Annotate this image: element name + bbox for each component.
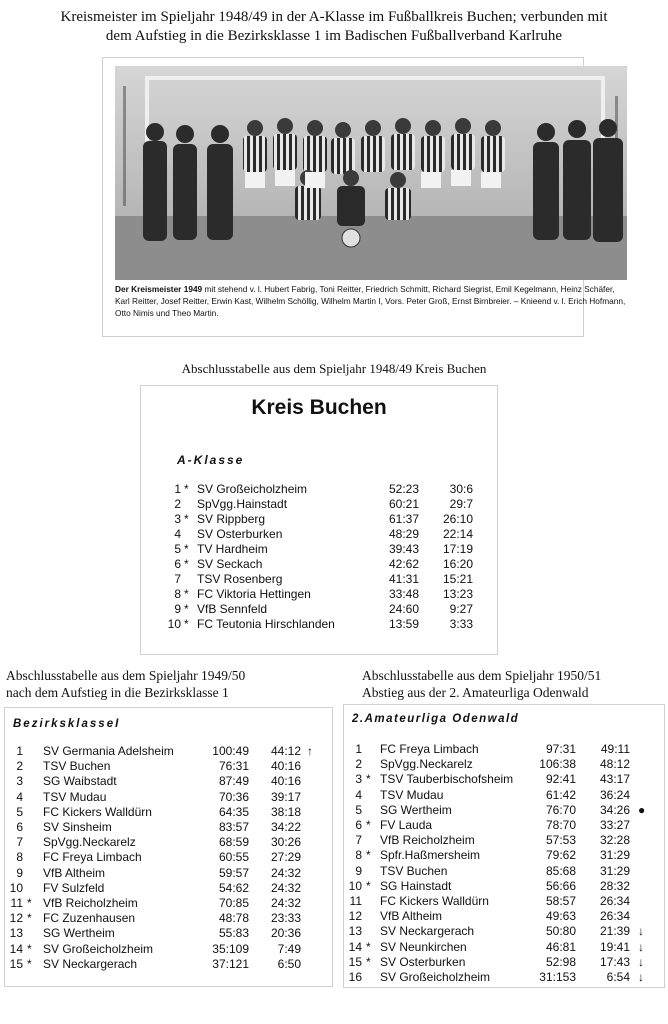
- cell-rank: 12: [348, 909, 362, 924]
- cell-goals: 55:83: [218, 926, 249, 941]
- cell-team: SV Großeicholzheim: [43, 941, 154, 956]
- cell-points: 29:7: [449, 497, 473, 511]
- cell-team: FC Freya Limbach: [380, 742, 479, 756]
- cell-team: SV Osterburken: [197, 527, 283, 541]
- cell-star: *: [366, 848, 371, 863]
- cell-rank: 2: [174, 497, 181, 511]
- cell-rank: 3: [355, 772, 362, 787]
- cell-goals: 76:70: [545, 802, 576, 817]
- cell-rank: 6: [355, 818, 362, 832]
- table-b-subheading: BezirksklasseI: [13, 718, 121, 730]
- cell-points: 30:6: [449, 482, 473, 496]
- table-c-subheading: 2.Amateurliga Odenwald: [352, 713, 520, 725]
- cell-points: 15:21: [442, 572, 473, 586]
- page-title-line-2: dem Aufstieg in die Bezirksklasse 1 im Badischen Fußballverband Karlruhe: [105, 28, 563, 44]
- cell-goals: 41:31: [388, 572, 419, 586]
- table-row: [5, 942, 332, 957]
- cell-rank: 10: [348, 878, 362, 893]
- cell-rank: 6: [16, 820, 23, 834]
- cell-team: SV Sinsheim: [43, 820, 112, 834]
- cell-goals: 13:59: [388, 617, 419, 631]
- cell-points: 31:29: [599, 863, 630, 878]
- cell-star: *: [27, 941, 32, 956]
- cell-points: 26:34: [599, 909, 630, 924]
- table-row: [5, 744, 332, 759]
- cell-goals: 79:62: [545, 848, 576, 863]
- cell-points: 3:33: [449, 617, 473, 631]
- cell-star: *: [366, 772, 371, 787]
- table-row: [344, 803, 664, 818]
- cell-team: TSV Buchen: [43, 759, 111, 774]
- cell-goals: 54:62: [218, 880, 249, 895]
- table-row: [141, 602, 497, 617]
- cell-goals: 70:85: [218, 896, 249, 910]
- cell-goals: 31:153: [539, 970, 576, 984]
- cell-goals: 56:66: [545, 878, 576, 893]
- cell-points: 39:17: [270, 789, 301, 804]
- cell-rank: 9: [174, 602, 181, 616]
- cell-team: TSV Mudau: [380, 787, 444, 802]
- table-row: [5, 866, 332, 881]
- cell-goals: 42:62: [388, 557, 419, 571]
- cell-goals: 83:57: [218, 820, 249, 834]
- cell-points: 40:16: [270, 759, 301, 774]
- cell-rank: 8: [174, 587, 181, 601]
- cell-goals: 50:80: [545, 924, 576, 939]
- cell-points: 34:22: [270, 820, 301, 834]
- cell-team: SV Großeicholzheim: [380, 970, 491, 984]
- table-row: [344, 818, 664, 833]
- cell-points: 24:32: [270, 880, 301, 895]
- cell-team: SG Hainstadt: [380, 878, 452, 893]
- cell-points: 32:28: [599, 833, 630, 848]
- cell-goals: 97:31: [545, 742, 576, 756]
- table-row: [5, 774, 332, 789]
- photo-caption: [115, 283, 627, 319]
- cell-star: *: [27, 911, 32, 926]
- cell-rank: 16: [348, 970, 362, 984]
- cell-rank: 7: [174, 572, 181, 586]
- cell-goals: 35:109: [212, 941, 249, 956]
- cell-rank: 8: [355, 848, 362, 863]
- cell-mark: ↓: [638, 970, 644, 984]
- cell-team: TSV Rosenberg: [197, 572, 283, 586]
- cell-goals: 61:37: [388, 512, 419, 526]
- table-row: [344, 955, 664, 970]
- table-row: [344, 864, 664, 879]
- cell-points: 33:27: [599, 818, 630, 832]
- cell-rank: 5: [355, 802, 362, 817]
- table-c-title: [362, 667, 662, 701]
- table-a-heading: Kreis Buchen: [251, 396, 387, 419]
- cell-mark: ↓: [638, 954, 644, 969]
- cell-points: 28:32: [599, 878, 630, 893]
- team-photo-image: [115, 66, 627, 280]
- cell-points: 17:19: [442, 542, 473, 556]
- table-row: [344, 940, 664, 955]
- cell-points: 23:33: [270, 911, 301, 926]
- cell-rank: 6: [174, 557, 181, 571]
- table-c-title-line-2: Abstieg aus der 2. Amateurliga Odenwald: [362, 685, 589, 700]
- cell-star: *: [184, 542, 189, 556]
- cell-rank: 4: [174, 527, 181, 541]
- cell-team: VfB Altheim: [43, 865, 106, 880]
- table-row: [344, 924, 664, 939]
- cell-rank: 3: [16, 774, 23, 789]
- team-photo-card: [102, 57, 626, 337]
- cell-rank: 1: [174, 482, 181, 496]
- cell-team: VfB Reicholzheim: [43, 896, 138, 910]
- cell-points: 49:11: [600, 742, 630, 756]
- cell-team: SpVgg.Neckarelz: [43, 835, 136, 850]
- page-title: [0, 8, 668, 46]
- cell-star: *: [184, 482, 189, 496]
- cell-star: *: [366, 954, 371, 969]
- cell-goals: 46:81: [545, 939, 576, 954]
- cell-goals: 106:38: [539, 757, 576, 772]
- table-row: [141, 587, 497, 602]
- cell-points: 24:32: [270, 896, 301, 910]
- cell-star: *: [184, 617, 189, 631]
- cell-goals: 68:59: [218, 835, 249, 850]
- cell-rank: 2: [355, 757, 362, 772]
- table-row: [141, 527, 497, 542]
- cell-team: VfB Reicholzheim: [380, 833, 475, 848]
- cell-points: 24:32: [270, 865, 301, 880]
- table-row: [141, 617, 497, 632]
- table-row: [344, 757, 664, 772]
- cell-team: FC Zuzenhausen: [43, 911, 136, 926]
- cell-rank: 5: [174, 542, 181, 556]
- cell-points: 6:50: [277, 956, 301, 971]
- cell-team: VfB Altheim: [380, 909, 443, 924]
- table-row: [5, 850, 332, 865]
- cell-points: 44:12: [270, 744, 301, 758]
- cell-star: *: [366, 939, 371, 954]
- cell-points: 30:26: [270, 835, 301, 850]
- cell-team: SG Wertheim: [380, 802, 452, 817]
- cell-star: *: [184, 512, 189, 526]
- cell-star: *: [366, 878, 371, 893]
- cell-goals: 76:31: [218, 759, 249, 774]
- photo-caption-title: Der Kreismeister 1949: [115, 284, 203, 294]
- cell-rank: 3: [174, 512, 181, 526]
- cell-points: 26:10: [442, 512, 473, 526]
- cell-rank: 1: [355, 742, 362, 756]
- table-row: [344, 894, 664, 909]
- cell-mark: ●: [638, 802, 646, 817]
- table-row: [344, 788, 664, 803]
- table-a-title: Abschlusstabelle aus dem Spieljahr 1948/49 Kreis Buchen: [181, 361, 487, 376]
- cell-rank: 8: [16, 850, 23, 865]
- cell-points: 27:29: [270, 850, 301, 865]
- cell-star: *: [366, 818, 371, 832]
- table-a-subheading: A-Klasse: [177, 453, 245, 467]
- cell-team: SV Germania Adelsheim: [43, 744, 174, 758]
- team-photo: [115, 66, 627, 280]
- cell-goals: 33:48: [388, 587, 419, 601]
- table-row: [141, 512, 497, 527]
- cell-goals: 64:35: [218, 804, 249, 819]
- cell-points: 38:18: [270, 804, 301, 819]
- cell-team: SpVgg.Hainstadt: [197, 497, 288, 511]
- cell-goals: 48:78: [218, 911, 249, 926]
- cell-goals: 60:55: [218, 850, 249, 865]
- cell-goals: 52:98: [545, 954, 576, 969]
- cell-points: 16:20: [442, 557, 473, 571]
- cell-team: SG Waibstadt: [43, 774, 117, 789]
- table-row: [344, 848, 664, 863]
- cell-goals: 49:63: [545, 909, 576, 924]
- table-a-card: [140, 385, 498, 655]
- cell-points: 48:12: [599, 757, 630, 772]
- cell-points: 19:41: [599, 939, 630, 954]
- table-row: [5, 896, 332, 911]
- cell-points: 6:54: [606, 970, 630, 984]
- cell-rank: 4: [355, 787, 362, 802]
- table-row: [344, 909, 664, 924]
- cell-goals: 87:49: [218, 774, 249, 789]
- cell-rank: 13: [348, 924, 362, 939]
- table-b-card: [4, 707, 333, 987]
- cell-goals: 70:36: [218, 789, 249, 804]
- table-row: [5, 926, 332, 941]
- cell-points: 9:27: [449, 602, 473, 616]
- cell-rank: 1: [16, 744, 23, 758]
- cell-points: 20:36: [270, 926, 301, 941]
- cell-points: 26:34: [599, 894, 630, 908]
- table-row: [5, 881, 332, 896]
- cell-rank: 9: [16, 865, 23, 880]
- cell-rank: 11: [10, 896, 23, 910]
- table-b-title-line-2: nach dem Aufstieg in die Bezirksklasse 1: [6, 685, 229, 700]
- cell-goals: 92:41: [545, 772, 576, 787]
- cell-goals: 100:49: [212, 744, 249, 758]
- cell-team: FC Kickers Walldürn: [43, 804, 152, 819]
- table-c-title-line-1: Abschlusstabelle aus dem Spieljahr 1950/51: [362, 668, 602, 683]
- cell-goals: 24:60: [388, 602, 419, 616]
- cell-team: Spfr.Haßmersheim: [380, 848, 481, 863]
- cell-mark: ↓: [638, 939, 644, 954]
- cell-team: SV Neunkirchen: [380, 939, 467, 954]
- cell-rank: 10: [167, 617, 181, 631]
- cell-mark: ↑: [307, 744, 313, 758]
- cell-rank: 11: [349, 894, 362, 908]
- table-row: [5, 759, 332, 774]
- cell-points: 7:49: [277, 941, 301, 956]
- cell-rank: 10: [9, 880, 23, 895]
- cell-star: *: [184, 602, 189, 616]
- cell-rank: 15: [348, 954, 362, 969]
- cell-points: 34:26: [599, 802, 630, 817]
- photo-caption-text: mit stehend v. l. Hubert Fabrig, Toni Reitter, Friedrich Schmitt, Richard Siegrist, Emil Kegelmann, Heinz Schäfer, Karl Reitter, Josef Reitter, Erwin Kast, Wilhelm Schöllig, Wilhelm Martin I, Vors. Peter Groß, Ernst Birnbreier. – Knieend v. l. Erich Hofmann, Otto Nimis und Theo Martin.: [115, 284, 626, 318]
- cell-star: *: [27, 896, 32, 910]
- table-row: [344, 970, 664, 985]
- cell-team: FV Lauda: [380, 818, 433, 832]
- cell-points: 21:39: [599, 924, 630, 939]
- cell-team: FC Kickers Walldürn: [380, 894, 489, 908]
- cell-rank: 13: [9, 926, 23, 941]
- table-b-title: [6, 667, 306, 701]
- table-row: [141, 557, 497, 572]
- cell-star: *: [184, 587, 189, 601]
- cell-rank: 15: [9, 956, 23, 971]
- table-row: [141, 497, 497, 512]
- cell-goals: 48:29: [388, 527, 419, 541]
- cell-rank: 14: [9, 941, 23, 956]
- table-row: [344, 772, 664, 787]
- cell-team: SV Seckach: [197, 557, 263, 571]
- table-row: [5, 911, 332, 926]
- cell-rank: 14: [348, 939, 362, 954]
- table-b-title-line-1: Abschlusstabelle aus dem Spieljahr 1949/50: [6, 668, 246, 683]
- cell-rank: 7: [355, 833, 362, 848]
- cell-team: FC Teutonia Hirschlanden: [197, 617, 335, 631]
- table-row: [5, 820, 332, 835]
- table-row: [5, 805, 332, 820]
- table-row: [344, 742, 664, 757]
- table-row: [141, 482, 497, 497]
- page-title-line-1: Kreismeister im Spieljahr 1948/49 in der A-Klasse im Fußballkreis Buchen; verbunden mit: [60, 9, 608, 25]
- cell-team: TSV Tauberbischofsheim: [380, 772, 514, 787]
- cell-goals: 60:21: [388, 497, 419, 511]
- cell-team: SpVgg.Neckarelz: [380, 757, 473, 772]
- table-row: [344, 879, 664, 894]
- cell-goals: 58:57: [545, 894, 576, 908]
- cell-points: 36:24: [599, 787, 630, 802]
- cell-team: TV Hardheim: [197, 542, 268, 556]
- cell-team: SV Neckargerach: [43, 956, 138, 971]
- cell-points: 17:43: [599, 954, 630, 969]
- cell-goals: 59:57: [218, 865, 249, 880]
- cell-goals: 37:121: [212, 956, 249, 971]
- cell-team: VfB Sennfeld: [197, 602, 268, 616]
- cell-team: FC Freya Limbach: [43, 850, 142, 865]
- cell-rank: 5: [16, 804, 23, 819]
- cell-rank: 12: [9, 911, 23, 926]
- cell-points: 40:16: [270, 774, 301, 789]
- cell-team: SV Rippberg: [197, 512, 266, 526]
- table-row: [344, 833, 664, 848]
- cell-goals: 57:53: [545, 833, 576, 848]
- cell-goals: 85:68: [545, 863, 576, 878]
- table-row: [5, 835, 332, 850]
- cell-team: SV Großeicholzheim: [197, 482, 308, 496]
- cell-goals: 61:42: [545, 787, 576, 802]
- table-row: [141, 572, 497, 587]
- cell-rank: 7: [16, 835, 23, 850]
- cell-team: SG Wertheim: [43, 926, 115, 941]
- cell-team: FC Viktoria Hettingen: [197, 587, 311, 601]
- cell-goals: 52:23: [388, 482, 419, 496]
- cell-mark: ↓: [638, 924, 644, 939]
- cell-team: TSV Mudau: [43, 789, 107, 804]
- cell-points: 22:14: [442, 527, 473, 541]
- cell-team: TSV Buchen: [380, 863, 448, 878]
- cell-star: *: [184, 557, 189, 571]
- cell-team: SV Osterburken: [380, 954, 466, 969]
- cell-points: 43:17: [599, 772, 630, 787]
- cell-goals: 78:70: [545, 818, 576, 832]
- table-c-card: [343, 704, 665, 988]
- table-row: [5, 790, 332, 805]
- cell-points: 31:29: [599, 848, 630, 863]
- cell-team: SV Neckargerach: [380, 924, 475, 939]
- cell-rank: 4: [16, 789, 23, 804]
- cell-goals: 39:43: [388, 542, 419, 556]
- cell-rank: 9: [355, 863, 362, 878]
- table-row: [141, 542, 497, 557]
- table-row: [5, 957, 332, 972]
- cell-star: *: [27, 956, 32, 971]
- cell-points: 13:23: [442, 587, 473, 601]
- cell-rank: 2: [16, 759, 23, 774]
- cell-team: FV Sulzfeld: [43, 880, 105, 895]
